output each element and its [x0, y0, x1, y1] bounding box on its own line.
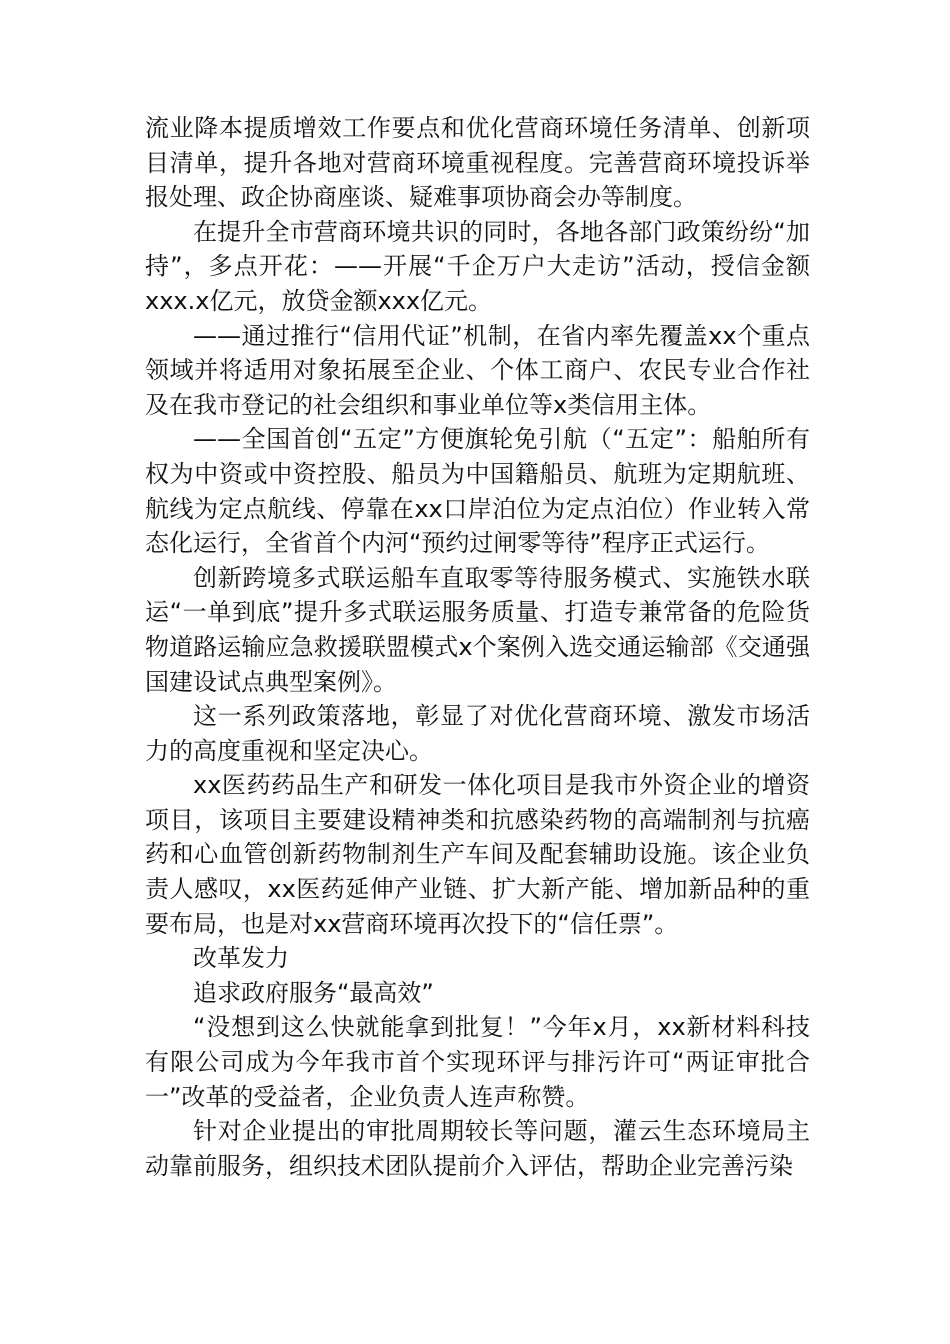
paragraph: 创新跨境多式联运船车直取零等待服务模式、实施铁水联运“一单到底”提升多式联运服务质量、打造专兼常备的危险货物道路运输应急救援联盟模式x个案例入选交通运输部《交通强国建设试点典型案例》。 [145, 563, 810, 696]
paragraph: 在提升全市营商环境共识的同时，各地各部门政策纷纷“加持”，多点开花：——开展“千企万户大走访”活动，授信金额xxx.x亿元，放贷金额xxx亿元。 [145, 217, 810, 315]
paragraph: 这一系列政策落地，彰显了对优化营商环境、激发市场活力的高度重视和坚定决心。 [145, 702, 810, 765]
section-subheading: 追求政府服务“最高效” [193, 978, 434, 1007]
document-body [145, 111, 810, 1183]
section-heading: 改革发力 [193, 944, 289, 973]
paragraph: “没想到这么快就能拿到批复！”今年x月，xx新材料科技有限公司成为今年我市首个实现环评与排污许可“两证审批合一”改革的受益者，企业负责人连声称赞。 [145, 1013, 810, 1111]
paragraph: ——通过推行“信用代证”机制，在省内率先覆盖xx个重点领域并将适用对象拓展至企业、个体工商户、农民专业合作社及在我市登记的社会组织和事业单位等x类信用主体。 [145, 321, 810, 419]
paragraph: xx医药药品生产和研发一体化项目是我市外资企业的增资项目，该项目主要建设精神类和抗感染药物的高端制剂与抗癌药和心血管创新药物制剂生产车间及配套辅助设施。该企业负责人感叹，xx医药延伸产业链、扩大新产能、增加新品种的重要布局，也是对xx营商环境再次投下的“信任票”。 [145, 771, 810, 938]
paragraph-continued: 流业降本提质增效工作要点和优化营商环境任务清单、创新项目清单，提升各地对营商环境重视程度。完善营商环境投诉举报处理、政企协商座谈、疑难事项协商会办等制度。 [145, 114, 810, 212]
paragraph: 针对企业提出的审批周期较长等问题，灌云生态环境局主动靠前服务，组织技术团队提前介入评估，帮助企业完善污染 [145, 1117, 810, 1180]
paragraph: ——全国首创“五定”方便旗轮免引航（“五定”：船舶所有权为中资或中资控股、船员为中国籍船员、航班为定期航班、航线为定点航线、停靠在xx口岸泊位为定点泊位）作业转入常态化运行，全省首个内河“预约过闸零等待”程序正式运行。 [145, 425, 810, 558]
